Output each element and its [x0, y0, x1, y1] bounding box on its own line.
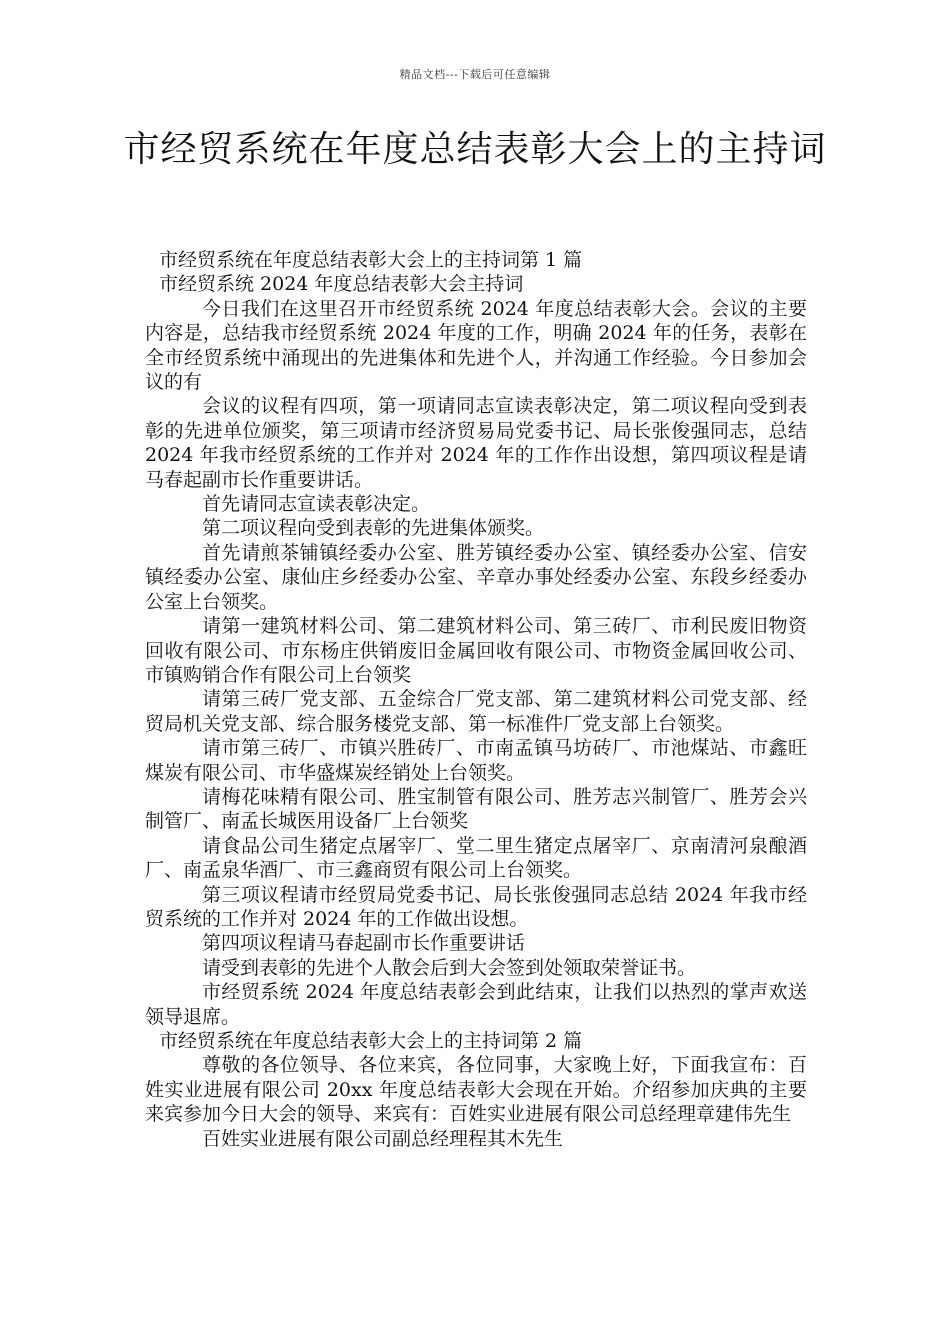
paragraph: 请市第三砖厂、市镇兴胜砖厂、市南孟镇马坊砖厂、市池煤站、市鑫旺煤炭有限公司、市华盛煤炭经销处上台领奖。: [145, 737, 807, 784]
header-note: 精品文档---下载后可任意编辑: [399, 68, 551, 81]
paragraph: 第三项议程请市经贸局党委书记、局长张俊强同志总结 2024 年我市经贸系统的工作并对 2024 年的工作做出设想。: [145, 883, 807, 930]
paragraph: 请梅花味精有限公司、胜宝制管有限公司、胜芳志兴制管厂、胜芳会兴制管厂、南孟长城医用设备厂上台领奖: [145, 785, 807, 833]
paragraph: 请第一建筑材料公司、第二建筑材料公司、第三砖厂、市利民废旧物资回收有限公司、市东杨庄供销废旧金属回收有限公司、市物资金属回收公司、市镇购销合作有限公司上台领奖: [145, 615, 807, 686]
paragraph: 第四项议程请马春起副市长作重要讲话: [202, 932, 526, 955]
paragraph: 请食品公司生猪定点屠宰厂、堂二里生猪定点屠宰厂、京南清河泉酿酒厂、南孟泉华酒厂、市三鑫商贸有限公司上台领奖。: [145, 834, 807, 882]
document-body: [145, 248, 807, 1151]
paragraph: 首先请煎茶铺镇经委办公室、胜芳镇经委办公室、镇经委办公室、信安镇经委办公室、康仙庄乡经委办公室、辛章办事处经委办公室、东段乡经委办公室上台领奖。: [145, 541, 807, 613]
paragraph: 尊敬的各位领导、各位来宾，各位同事，大家晚上好，下面我宣布：百姓实业进展有限公司 20xx 年度总结表彰大会现在开始。介绍参加庆典的主要来宾参加今日大会的领导、来宾有：百姓实业进展有限公司总经理章建伟先生: [145, 1054, 807, 1126]
sub-heading: 市经贸系统 2024 年度总结表彰大会主持词: [159, 273, 524, 296]
paragraph: 第二项议程向受到表彰的先进集体颁奖。: [202, 517, 545, 540]
paragraph: 首先请同志宣读表彰决定。: [202, 493, 431, 516]
section-heading: 市经贸系统在年度总结表彰大会上的主持词第 1 篇: [159, 249, 583, 271]
section-heading: 市经贸系统在年度总结表彰大会上的主持词第 2 篇: [159, 1030, 583, 1052]
paragraph: 市经贸系统 2024 年度总结表彰会到此结束，让我们以热烈的掌声欢送领导退席。: [145, 981, 807, 1028]
paragraph: 请受到表彰的先进个人散会后到大会签到处领取荣誉证书。: [202, 956, 697, 979]
paragraph: 百姓实业进展有限公司副总经理程其木先生: [202, 1127, 564, 1150]
paragraph: 请第三砖厂党支部、五金综合厂党支部、第二建筑材料公司党支部、经贸局机关党支部、综合服务楼党支部、第一标准件厂党支部上台领奖。: [145, 688, 807, 735]
paragraph: 会议的议程有四项，第一项请同志宣读表彰决定，第二项议程向受到表彰的先进单位颁奖，第三项请市经济贸易局党委书记、局长张俊强同志，总结 2024 年我市经贸系统的工作并对 2024 年的工作作出设想，第四项议程是请马春起副市长作重要讲话。: [145, 395, 807, 491]
document-title: 市经贸系统在年度总结表彰大会上的主持词: [123, 129, 827, 170]
paragraph: 今日我们在这里召开市经贸系统 2024 年度总结表彰大会。会议的主要内容是，总结我市经贸系统 2024 年度的工作，明确 2024 年的任务，表彰在全市经贸系统中涌现出的先进集体和先进个人，并沟通工作经验。今日参加会议的有: [145, 297, 807, 394]
